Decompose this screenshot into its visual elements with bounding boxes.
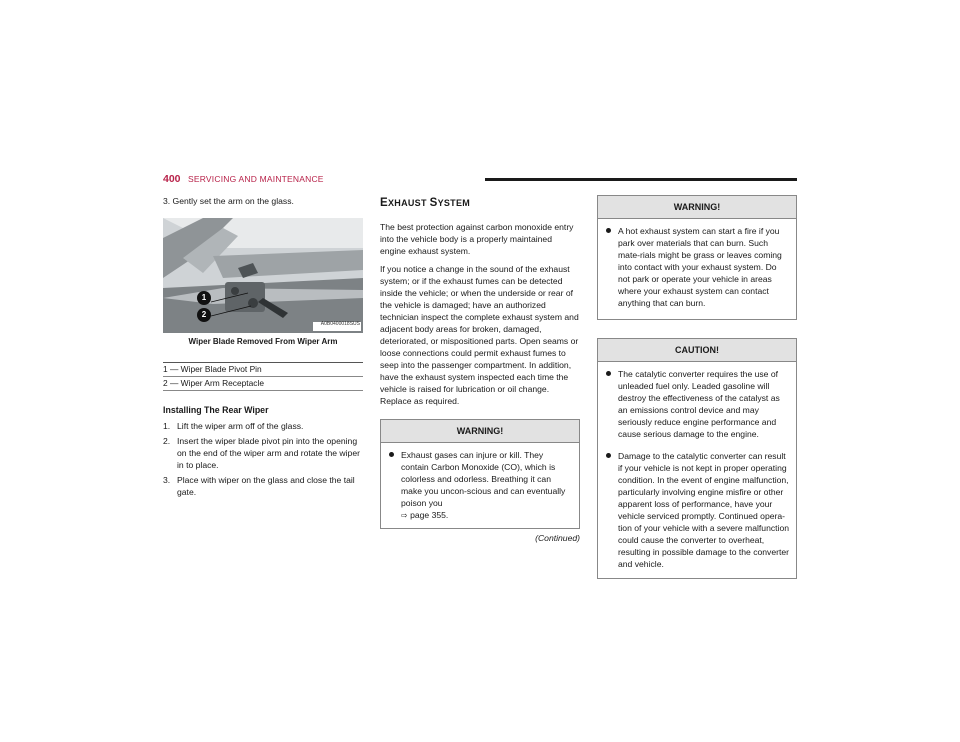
page-number: 400 <box>163 173 181 185</box>
installing-rear-wiper-heading: Installing The Rear Wiper <box>163 405 269 415</box>
legend-item: 1 — Wiper Blade Pivot Pin <box>163 363 363 377</box>
install-step <box>163 435 363 471</box>
page-reference-link[interactable]: page 355. <box>410 510 449 520</box>
caution-text: Damage to the catalytic converter can result if your vehicle is not kept in proper operating condition. In the event of engine malfunction, particularly involving engine misfire or other apparent loss of performance, have your vehicle serviced promptly. Continued opera-tion of your vehicle with a severe malfunction could cause the converter to overheat, resulting in possible damage to the converter and vehicle. <box>618 451 790 569</box>
title-rest-1: XHAUST <box>387 198 430 208</box>
install-step <box>163 420 363 432</box>
warning-item <box>604 225 790 309</box>
step-text: Lift the wiper arm off of the glass. <box>177 421 304 431</box>
title-cap-e: E <box>380 197 388 209</box>
warning-text: Exhaust gases can injure or kill. They contain Carbon Monoxide (CO), which is colorless and odorless. Breathing it can make you uncon-scious and can eventually poison you <box>401 450 566 508</box>
step-number: 2. <box>163 436 171 446</box>
caution-heading: CAUTION! <box>598 339 796 362</box>
warning-heading: WARNING! <box>381 420 579 443</box>
warning-text: A hot exhaust system can start a fire if you park over materials that can burn. Such mate-rials might be grass or leaves coming into contact with your exhaust system. Do not park or operate your vehicle in areas where your exhaust system can contact anything that can burn. <box>618 226 782 308</box>
exhaust-para-1: The best protection against carbon monoxide entry into the vehicle body is a properly maintained engine exhaust system. <box>380 222 574 256</box>
figure-legend <box>163 362 363 391</box>
install-step <box>163 474 363 498</box>
warning-box-co <box>380 419 580 529</box>
bullet-icon <box>389 452 394 457</box>
warning-heading: WARNING! <box>598 196 796 219</box>
legend-item: 2 — Wiper Arm Receptacle <box>163 377 363 391</box>
caution-box <box>597 338 797 579</box>
step-text: Insert the wiper blade pivot pin into the opening on the end of the wiper arm and rotate the wiper in to place. <box>177 436 360 470</box>
exhaust-system-title <box>380 197 580 209</box>
column-middle <box>380 195 580 544</box>
column-left <box>163 195 363 498</box>
bullet-icon <box>606 453 611 458</box>
continued-label: (Continued) <box>535 533 580 543</box>
step-number: 3. <box>163 475 171 485</box>
bullet-icon <box>606 371 611 376</box>
page-header <box>163 173 797 187</box>
caution-item <box>604 450 790 570</box>
caution-text: The catalytic converter requires the use of unleaded fuel only. Leaded gasoline will destroy the effectiveness of the catalyst as an emissions control device and may seriously reduce engine performance and cause serious damage to the engine. <box>618 369 780 439</box>
callout-2: 2 <box>197 308 211 322</box>
wiper-figure <box>163 218 363 333</box>
caution-item <box>604 368 790 440</box>
warning-box-fire <box>597 195 797 320</box>
column-right <box>597 195 797 579</box>
step-text: Place with wiper on the glass and close the tail gate. <box>177 475 355 497</box>
step-3-gently-set: 3. Gently set the arm on the glass. <box>163 196 294 206</box>
figure-code: A0B0400018SUS <box>320 321 360 327</box>
exhaust-para-2: If you notice a change in the sound of the exhaust system; or if the exhaust fumes can be detected inside the vehicle; or when the underside or rear of the vehicle is damaged; have an authorized technician inspect the complete exhaust system and adjacent body areas for broken, damaged, deteriorated, or mispositioned parts. Open seams or loose connections could permit exhaust fumes to seep into the passenger compartment. In addition, have the exhaust system inspected each time the vehicle is raised for lubrication or oil change. Replace as required. <box>380 264 579 406</box>
step-number: 1. <box>163 421 171 431</box>
figure-caption: Wiper Blade Removed From Wiper Arm <box>188 337 338 346</box>
header-rule <box>485 178 797 181</box>
title-cap-s: S <box>429 197 438 209</box>
bullet-icon <box>606 228 611 233</box>
callout-1: 1 <box>197 291 211 305</box>
warning-item <box>387 449 573 522</box>
section-name: SERVICING AND MAINTENANCE <box>188 174 324 184</box>
page-reference-arrow-icon: ⇨ <box>401 511 408 520</box>
wiper-illustration <box>163 218 363 333</box>
title-rest-2: YSTEM <box>437 198 471 208</box>
